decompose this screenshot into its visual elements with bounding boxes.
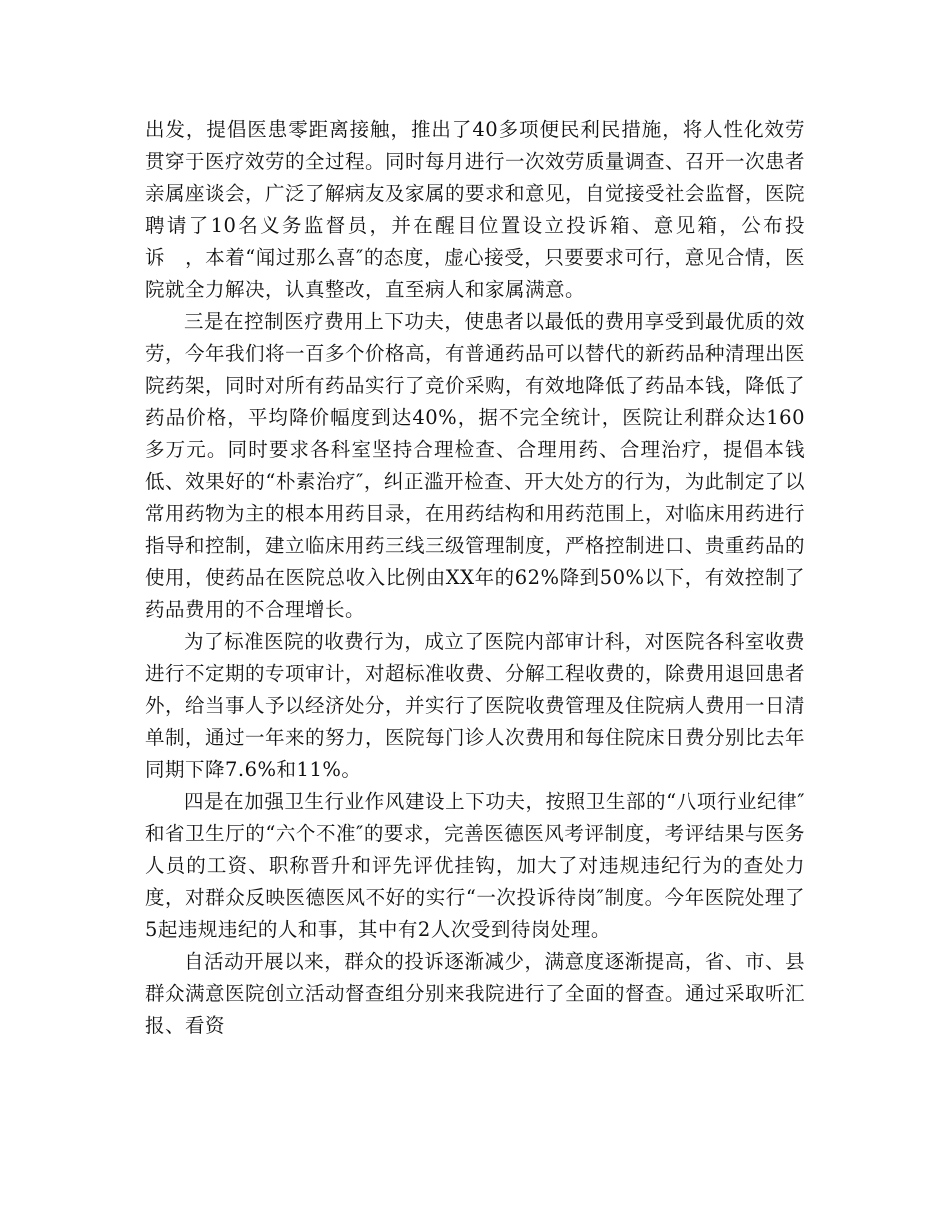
paragraph-5: 自活动开展以来，群众的投诉逐渐减少，满意度逐渐提高，省、市、县群众满意医院创立活动督查组分别来我院进行了全面的督查。通过采取听汇报、看资 (145, 950, 806, 1037)
paragraph-2: 三是在控制医疗费用上下功夫，使患者以最低的费用享受到最优质的效劳，今年我们将一百多个价格高，有普通药品可以替代的新药品种清理出医院药架，同时对所有药品实行了竞价采购，有效地降低了药品本钱，降低了药品价格，平均降价幅度到达40%，据不完全统计，医院让利群众达160多万元。同时要求各科室坚持合理检查、合理用药、合理治疗，提倡本钱低、效果好的“朴素治疗″，纠正滥开检查、开大处方的行为，为此制定了以常用药物为主的根本用药目录，在用药结构和用药范围上，对临床用药进行指导和控制，建立临床用药三线三级管理制度，严格控制进口、贵重药品的使用，使药品在医院总收入比例由XX年的62%降到50%以下，有效控制了药品费用的不合理增长。 (145, 310, 806, 621)
paragraph-1: 出发，提倡医患零距离接触，推出了40多项便民利民措施，将人性化效劳贯穿于医疗效劳的全过程。同时每月进行一次效劳质量调查、召开一次患者亲属座谈会，广泛了解病友及家属的要求和意见，自觉接受社会监督，医院聘请了10名义务监督员，并在醒目位置设立投诉箱、意见箱，公布投诉 ，本着“闻过那么喜″的态度，虚心接受，只要要求可行，意见合情，医院就全力解决，认真整改，直至病人和家属满意。 (145, 118, 806, 301)
document-body (145, 114, 805, 1042)
paragraph-3: 为了标准医院的收费行为，成立了医院内部审计科，对医院各科室收费进行不定期的专项审计，对超标准收费、分解工程收费的，除费用退回患者外，给当事人予以经济处分，并实行了医院收费管理及住院病人费用一日清单制，通过一年来的努力，医院每门诊人次费用和每住院床日费分别比去年同期下降7.6%和11%。 (145, 630, 806, 781)
paragraph-4: 四是在加强卫生行业作风建设上下功夫，按照卫生部的“八项行业纪律″和省卫生厅的“六个不准″的要求，完善医德医风考评制度，考评结果与医务人员的工资、职称晋升和评先评优挂钩，加大了对违规违纪行为的查处力度，对群众反映医德医风不好的实行“一次投诉待岗″制度。今年医院处理了5起违规违纪的人和事，其中有2人次受到待岗处理。 (145, 790, 805, 941)
